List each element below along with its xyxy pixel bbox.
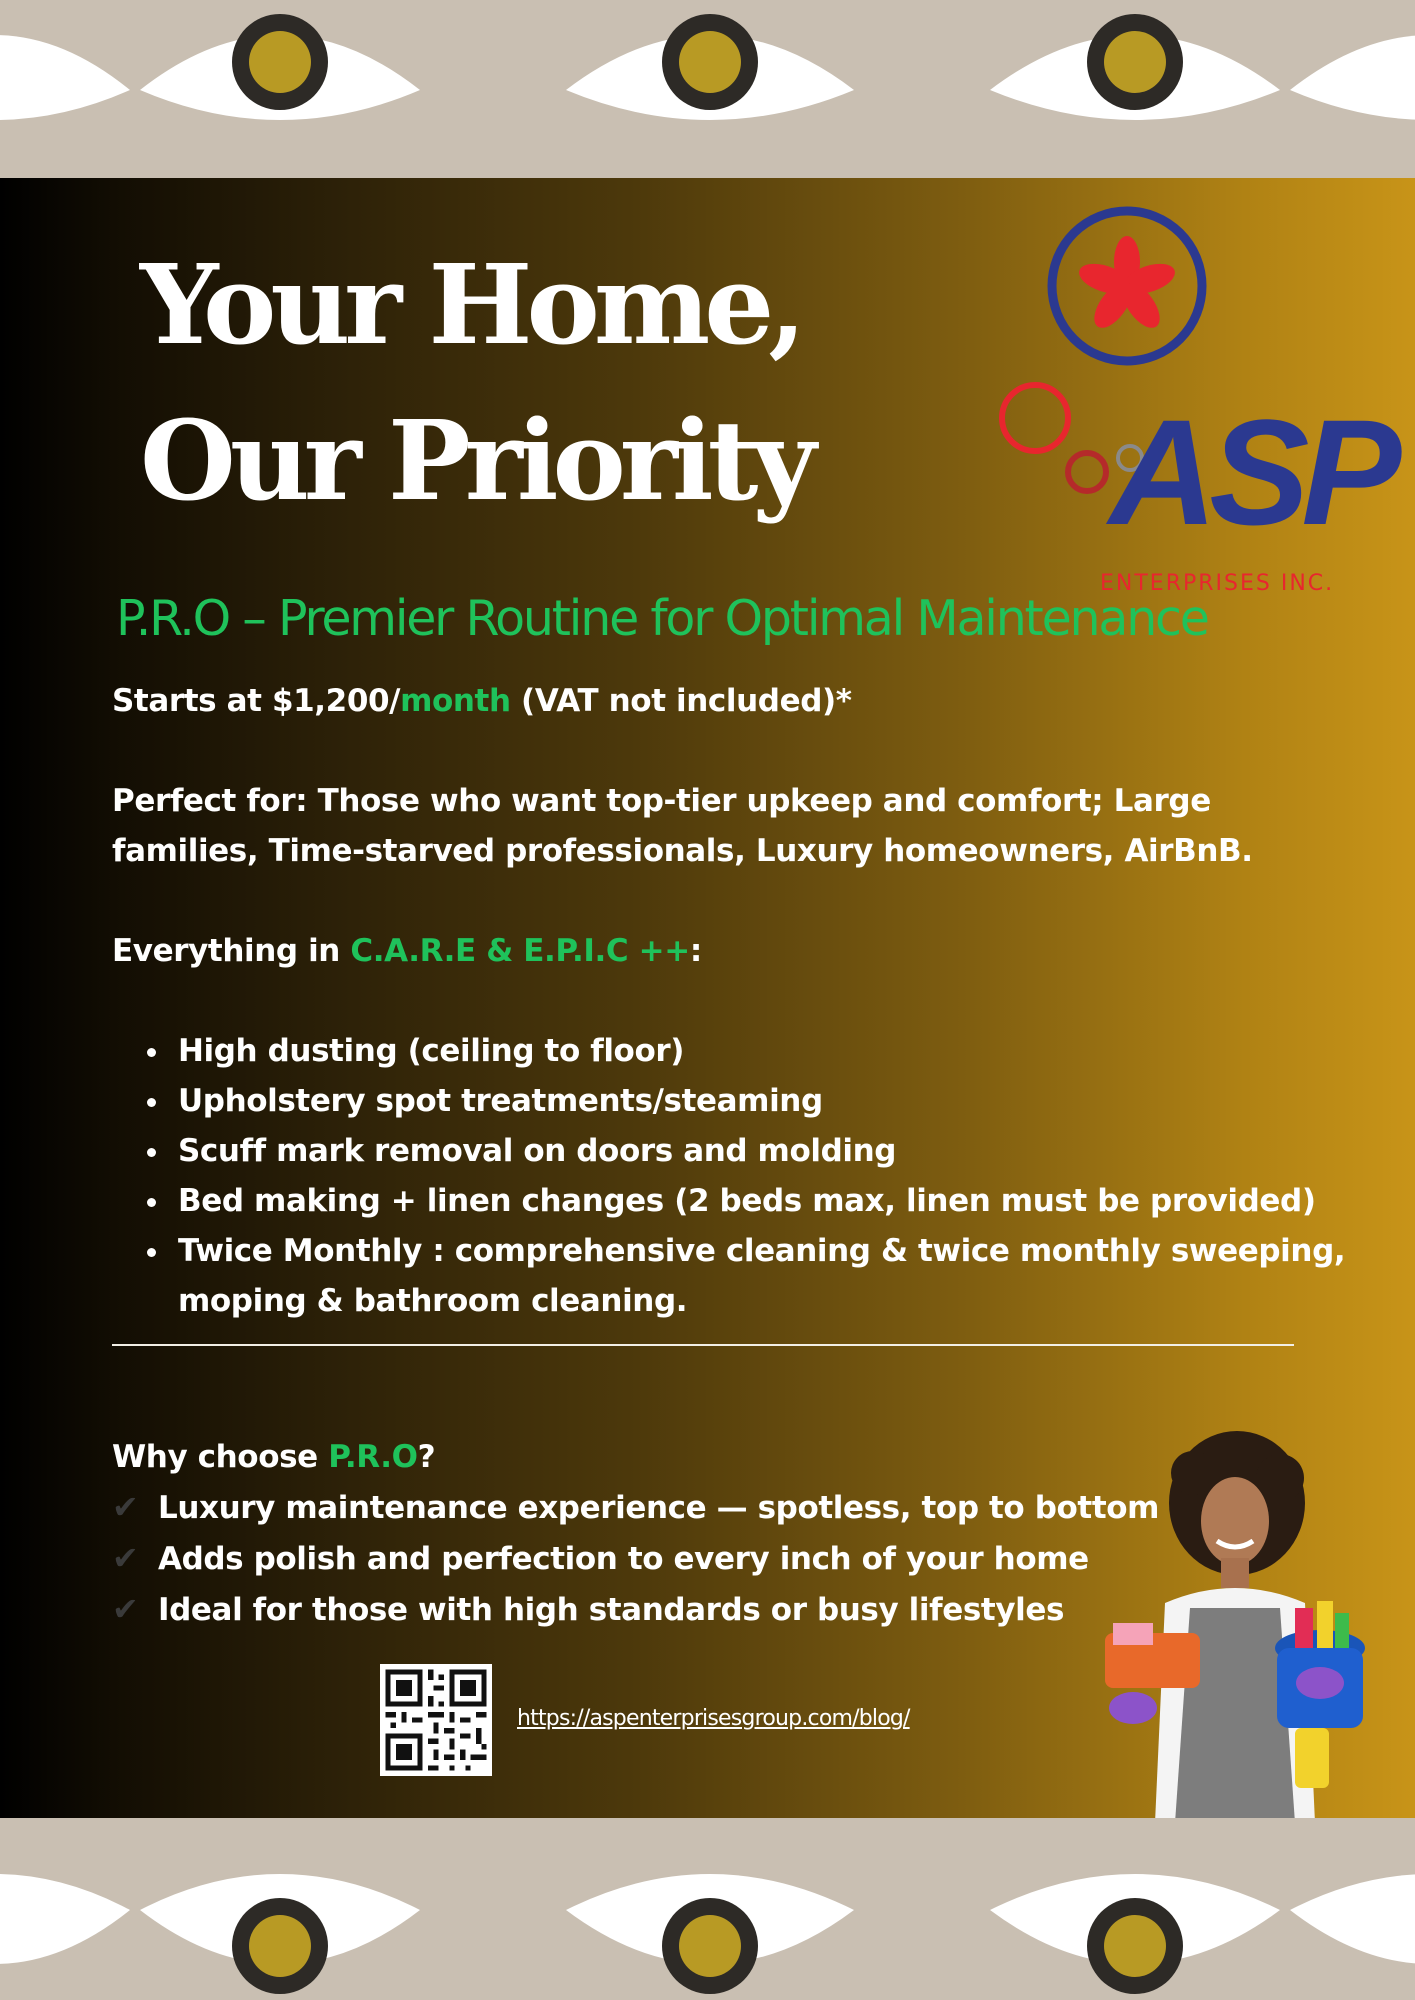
check-icon: ✔	[112, 1488, 139, 1526]
feature-item: • Scuff mark removal on doors and molding	[172, 1126, 1372, 1176]
check-icon: ✔	[112, 1539, 139, 1577]
headline-line-2: Our Priority	[140, 396, 811, 525]
benefit-item: ✔ Adds polish and perfection to every inch of your home	[112, 1533, 1159, 1584]
perfect-for-text: Perfect for: Those who want top-tier upkeep and comfort; Large families, Time-starved professionals, Luxury homeowners, AirBnB.	[112, 783, 1253, 869]
check-icon: ✔	[112, 1590, 139, 1628]
feature-item: • Twice Monthly : comprehensive cleaning & twice monthly sweeping, moping & bathroom cleaning.	[172, 1226, 1372, 1326]
feature-list	[130, 1026, 1372, 1326]
plan-title: P.R.O – Premier Routine for Optimal Maintenance	[116, 590, 1208, 647]
benefit-item: ✔ Luxury maintenance experience — spotless, top to bottom	[112, 1482, 1159, 1533]
headline-line-1: Your Home,	[140, 240, 801, 369]
why-choose-heading: Why choose P.R.O?	[112, 1439, 436, 1475]
content-panel	[0, 178, 1415, 1818]
bottom-decorative-band	[0, 1818, 1415, 2000]
svg-text:ENTERPRISES INC.: ENTERPRISES INC.	[1100, 571, 1335, 596]
top-decorative-band	[0, 0, 1415, 178]
benefit-item: ✔ Ideal for those with high standards or busy lifestyles	[112, 1584, 1159, 1635]
section-divider	[112, 1344, 1294, 1346]
price-line: Starts at $1,200/month (VAT not included)*	[112, 683, 852, 719]
svg-text:ASP: ASP	[1109, 388, 1394, 556]
cleaner-photo	[1095, 1433, 1355, 1823]
everything-included-line: Everything in C.A.R.E & E.P.I.C ++:	[112, 933, 702, 969]
benefit-list	[112, 1482, 1159, 1635]
qr-code-icon[interactable]	[380, 1664, 492, 1776]
feature-item: • High dusting (ceiling to floor)	[172, 1026, 1372, 1076]
asp-logo-icon	[985, 206, 1394, 596]
feature-item: • Upholstery spot treatments/steaming	[172, 1076, 1372, 1126]
blog-link[interactable]: https://aspenterprisesgroup.com/blog/	[517, 1706, 910, 1731]
asp-logo	[985, 206, 1394, 596]
feature-item: • Bed making + linen changes (2 beds max, linen must be provided)	[172, 1176, 1372, 1226]
